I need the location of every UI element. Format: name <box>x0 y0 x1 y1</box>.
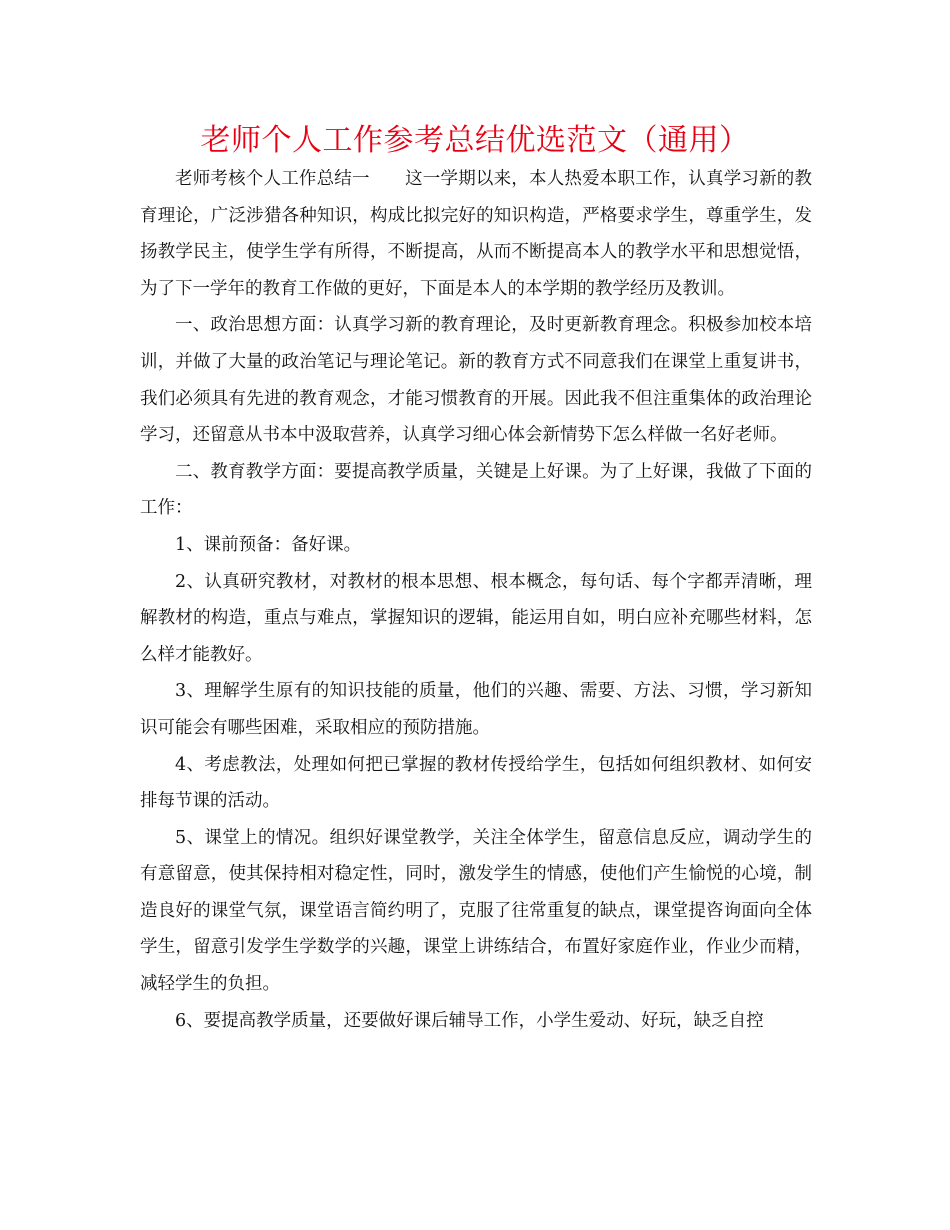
document-body <box>140 161 812 1039</box>
document-title: 老师个人工作参考总结优选范文（通用） <box>200 123 750 158</box>
paragraph-item-6: 6、要提高教学质量，还要做好课后辅导工作，小学生爱动、好玩，缺乏自控 <box>175 1010 764 1031</box>
paragraph-item-3: 3、理解学生原有的知识技能的质量，他们的兴趣、需要、方法、习惯，学习新知识可能会有哪些困难，采取相应的预防措施。 <box>140 681 812 738</box>
paragraph-political-thought: 一、政治思想方面：认真学习新的教育理论，及时更新教育理念。积极参加校本培训，并做了大量的政治笔记与理论笔记。新的教育方式不同意我们在课堂上重复讲书，我们必须具有先进的教育观念，才能习惯教育的开展。因此我不但注重集体的政治理论学习，还留意从书本中汲取营养，认真学习细心体会新情势下怎么样做一名好老师。 <box>140 315 812 446</box>
paragraph-item-5: 5、课堂上的情况。组织好课堂教学，关注全体学生，留意信息反应，调动学生的有意留意，使其保持相对稳定性，同时，激发学生的情感，使他们产生愉悦的心境，制造良好的课堂气氛，课堂语言简约明了，克服了往常重复的缺点，课堂提咨询面向全体学生，留意引发学生学数学的兴趣，课堂上讲练结合，布置好家庭作业，作业少而精，减轻学生的负担。 <box>140 827 812 995</box>
paragraph-item-1: 1、课前预备：备好课。 <box>175 534 362 555</box>
paragraph-teaching: 二、教育教学方面：要提高教学质量，关键是上好课。为了上好课，我做了下面的工作： <box>140 461 812 519</box>
paragraph-item-4: 4、考虑教法，处理如何把已掌握的教材传授给学生，包括如何组织教材、如何安排每节课的活动。 <box>140 754 812 812</box>
paragraph-item-2: 2、认真研究教材，对教材的根本思想、根本概念，每句话、每个字都弄清晰，理解教材的构造，重点与难点，掌握知识的逻辑，能运用自如，明白应补充哪些材料，怎么样才能教好。 <box>140 571 812 665</box>
paragraph-intro: 老师考核个人工作总结一 这一学期以来，本人热爱本职工作，认真学习新的教育理论，广泛涉猎各种知识，构成比拟完好的知识构造，严格要求学生，尊重学生，发扬教学民主，使学生学有所得，不断提高，从而不断提高本人的教学水平和思想觉悟，为了下一学年的教育工作做的更好，下面是本人的本学期的教学经历及教训。 <box>140 169 812 299</box>
